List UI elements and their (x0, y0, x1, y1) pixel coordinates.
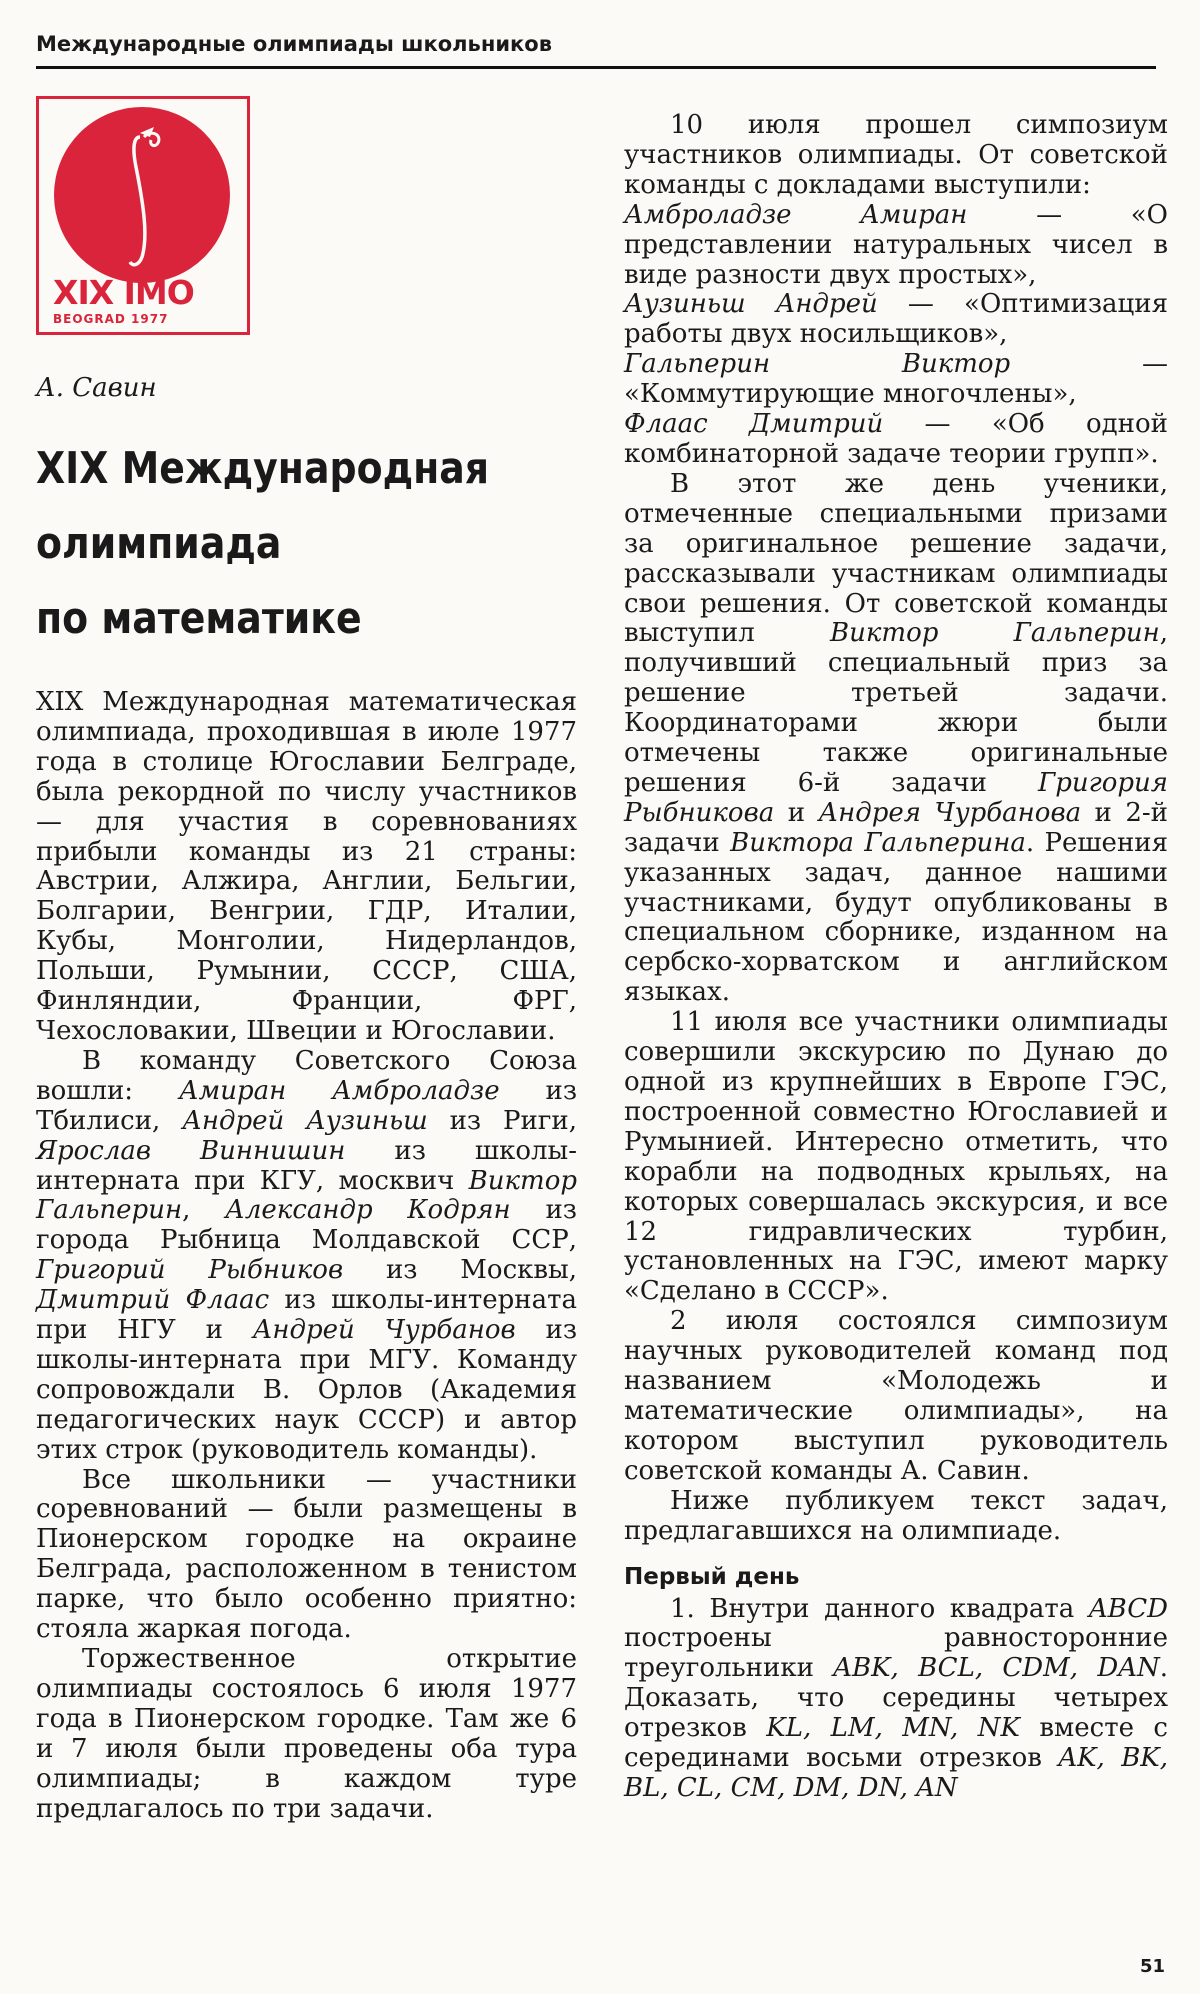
title-line: олимпиада (36, 518, 282, 569)
paragraph: Ниже публикуем текст задач, предлагавшихся на олимпиаде. (624, 1485, 1168, 1546)
paragraph-team: В команду Советского Союза вошли: Амиран Амбролaдзе из Тбилиси, Андрей Аузиньш из Риги, Ярослав Виннишин из школы-интерната при КГУ, москвич Виктор Гальперин, Александр Кодрян из города Рыбница Молдавской ССР, Григорий Рыбников из Москвы, Дмитрий Флаас из школы-интерната при НГУ и Андрей Чурбанов из школы-интерната при МГУ. Команду сопровождали В. Орлов (Академия педагогических наук СССР) и автор этих строк (руководитель команды). (36, 1045, 577, 1465)
author: А. Савин (36, 373, 157, 403)
paragraph-prizes: В этот же день ученики, отмеченные специальными призами за оригинальное решение задачи, рассказывали участникам олимпиады свои решения. От советской команды выступил Виктор Гальперин, получивший специальный приз за решение третьей задачи. Координаторами жюри были отмечены также оригинальные решения 6-й задачи Григория Рыбникова и Андрея Чурбанова и 2-й задачи Виктора Гальперина. Решения указанных задач, данное нашими участниками, будут опубликованы в специальном сборнике, изданном на сербско-хорватском и английском языках. (624, 468, 1169, 1008)
talk-item: Амбролaдзе Амиран — «О представлении натуральных чисел в виде разности двух простых», (624, 199, 1168, 290)
logo-city-text: BEOGRAD 1977 (53, 312, 169, 326)
page-number: 51 (1140, 1956, 1166, 1977)
left-column (36, 96, 577, 1824)
paragraph: 11 июля все участники олимпиады совершили экскурсию по Дунаю до одной из крупнейших в Европе ГЭС, построенной совместно Югославией и Румынией. Интересно отметить, что корабли на подводных крыльях, на которых совершалась экскурсия, и все 12 гидравлических турбин, установленных на ГЭС, имеют марку «Сделано в СССР». (624, 1007, 1168, 1307)
talk-item: Флаас Дмитрий — «Об одной комбинаторной задаче теории групп». (624, 409, 1168, 469)
paragraph: XIX Международная математическая олимпиада, проходившая в июле 1977 года в столице Югославии Белграде, была рекордной по числу участников — для участия в соревнованиях прибыли команды из 21 страны: Австрии, Алжира, Англии, Бельгии, Болгарии, Венгрии, ГДР, Италии, Кубы, Монголии, Нидерландов, Польши, Румынии, СССР, США, Финляндии, Франции, ФРГ, Чехословакии, Швеции и Югославии. (36, 687, 577, 1046)
paragraph: 10 июля прошел симпозиум участников олимпиады. От советской команды с докладами выступили: (624, 110, 1168, 200)
problem-1: 1. Внутри данного квадрата ABCD построены равносторонние треугольники ABK, BCL, CDM, DAN. Доказать, что середины четырех отрезков KL, LM, MN, NK вместе с серединами восьми отрезков AK, BK, BL, CL, CM, DM, DN, AN (624, 1593, 1168, 1803)
title-line: по математике (36, 593, 362, 644)
paragraph: Все школьники — участники соревнований — были размещены в Пионерском городке на окраине Белграда, расположенном в тенистом парке, что было особенно приятно: стояла жаркая погода. (36, 1464, 577, 1645)
left-body (36, 688, 577, 1824)
article-title (36, 431, 501, 656)
integral-swan-icon (54, 107, 230, 283)
right-column (624, 111, 1168, 1804)
talk-item: Аузиньш Андрей — «Оптимизация работы двух носильщиков», (624, 289, 1169, 350)
talk-item: Гальперин Виктор — «Коммутирующие многочлены», (624, 349, 1168, 410)
running-header: Международные олимпиады школьников (36, 32, 1156, 69)
logo-circle (54, 107, 230, 283)
imo-logo (36, 96, 250, 335)
section-heading: Первый день (624, 1563, 800, 1590)
logo-imo-text: XIX IMO (53, 273, 194, 312)
title-line: XIX Международная (36, 443, 490, 494)
paragraph: Торжественное открытие олимпиады состоялось 6 июля 1977 года в Пионерском городке. Там же 6 и 7 июля были проведены оба тура олимпиады; в каждом туре предлагалось по три задачи. (36, 1644, 577, 1824)
paragraph: 2 июля состоялся симпозиум научных руководителей команд под названием «Молодежь и математические олимпиады», на котором выступил руководитель советской команды А. Савин. (624, 1306, 1168, 1486)
